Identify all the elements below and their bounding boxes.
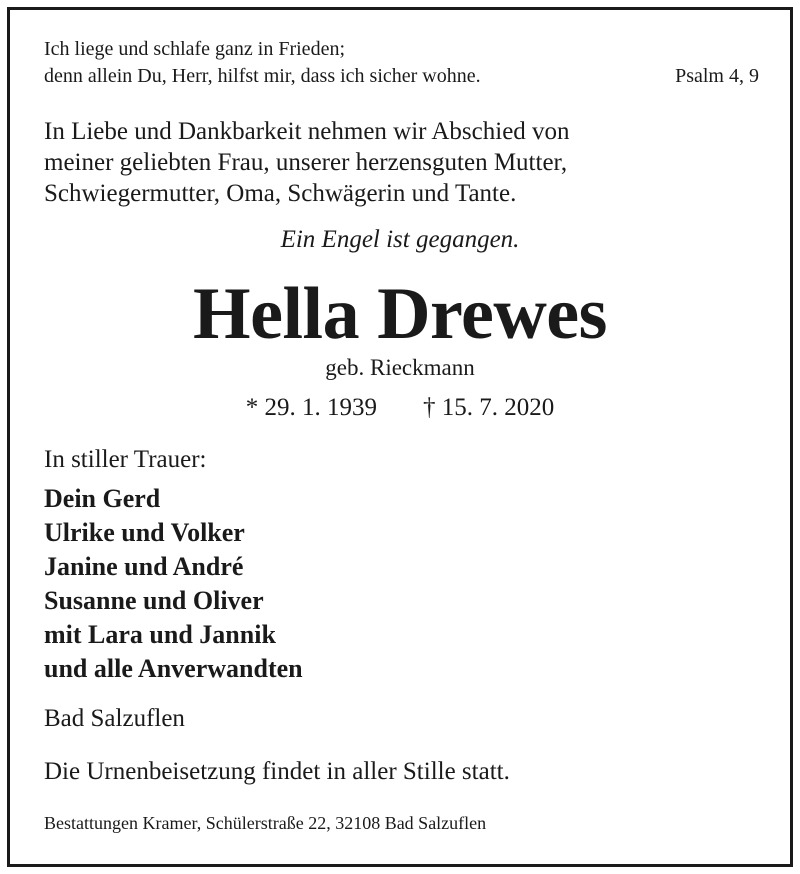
- mourner-name: Janine und André: [44, 552, 244, 581]
- farewell-line-3: Schwiegermutter, Oma, Schwägerin und Tante.: [44, 180, 517, 207]
- verse-line-2: denn allein Du, Herr, hilfst mir, dass ich sicher wohne.: [44, 65, 481, 87]
- death-date: † 15. 7. 2020: [423, 394, 555, 421]
- verse-line-1: Ich liege und schlafe ganz in Frieden;: [44, 38, 345, 60]
- mourner-name: Ulrike und Volker: [44, 518, 245, 547]
- motto: Ein Engel ist gegangen.: [280, 226, 520, 253]
- birth-date: * 29. 1. 1939: [245, 394, 377, 421]
- mourner-name: und alle Anverwandten: [44, 654, 303, 683]
- place: Bad Salzuflen: [44, 705, 185, 732]
- mourning-label: In stiller Trauer:: [44, 446, 207, 473]
- mourner-name: mit Lara und Jannik: [44, 620, 276, 649]
- farewell-line-2: meiner geliebten Frau, unserer herzensguten Mutter,: [44, 149, 568, 176]
- birth-name: geb. Rieckmann: [325, 355, 475, 380]
- farewell-line-1: In Liebe und Dankbarkeit nehmen wir Abschied von: [44, 118, 570, 145]
- undertaker-address: Bestattungen Kramer, Schülerstraße 22, 32108 Bad Salzuflen: [44, 813, 487, 833]
- life-dates: [0, 394, 800, 422]
- verse-reference: Psalm 4, 9: [675, 65, 759, 87]
- deceased-name: Hella Drewes: [193, 273, 607, 355]
- mourner-name: Susanne und Oliver: [44, 586, 264, 615]
- mourners-list: [44, 482, 303, 686]
- burial-notice: Die Urnenbeisetzung findet in aller Stille statt.: [44, 758, 510, 785]
- bible-verse: [44, 36, 759, 90]
- farewell-text: [44, 116, 570, 209]
- mourner-name: Dein Gerd: [44, 484, 161, 513]
